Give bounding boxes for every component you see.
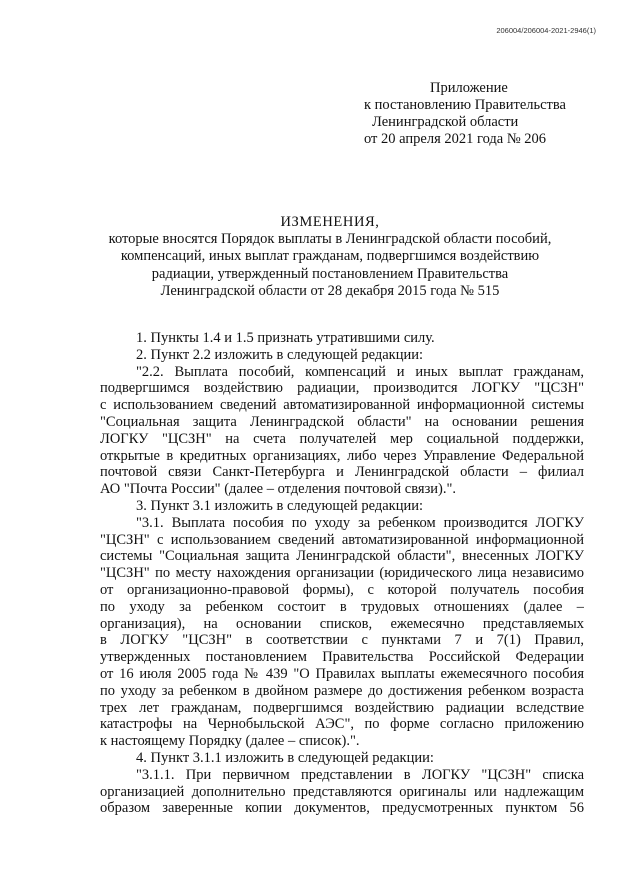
body-line: АО "Почта России" (далее – отделения почтовой связи).". [100, 481, 457, 498]
body-line: открытые в кредитных организациях, либо через Управление Федеральной [100, 447, 584, 464]
body-line: от организационно-правовой формы), с которой получатель пособия [100, 581, 584, 598]
appendix-line-1: Приложение [430, 80, 508, 96]
document-body [100, 330, 584, 817]
document-title [90, 214, 570, 300]
body-line: катастрофы на Чернобыльской АЭС", по форме согласно приложению [100, 716, 584, 733]
appendix-header [364, 80, 566, 148]
title-line-4: Ленинградской области от 28 декабря 2015 года № 515 [160, 282, 500, 299]
document-id: 206004/206004-2021-2946(1) [496, 26, 596, 35]
title-line-2: компенсаций, иных выплат гражданам, подвергшимся воздействию [120, 248, 540, 265]
body-line: "3.1.1. При первичном представлении в ЛОГКУ "ЦСЗН" списка [136, 766, 584, 783]
body-line: 4. Пункт 3.1.1 изложить в следующей редакции: [136, 749, 434, 766]
body-line: почтовой связи Санкт-Петербурга и Ленинградской области – филиал [100, 464, 584, 481]
body-line: подвергшимся воздействию радиации, производится ЛОГКУ "ЦСЗН" [100, 380, 584, 397]
body-line: к настоящему Порядку (далее – список).". [100, 733, 360, 750]
body-line: организацией дополнительно представляются оригиналы или надлежащим [100, 783, 584, 800]
body-line: 2. Пункт 2.2 изложить в следующей редакции: [136, 346, 424, 363]
body-line: в ЛОГКУ "ЦСЗН" в соответствии с пунктами 7 и 7(1) Правил, [100, 632, 584, 649]
title-heading: ИЗМЕНЕНИЯ, [280, 214, 380, 230]
body-line: от 16 июля 2005 года № 439 "О Правилах выплаты ежемесячного пособия [100, 665, 584, 682]
body-line: 1. Пункты 1.4 и 1.5 признать утратившими силу. [136, 330, 435, 346]
body-line: системы "Социальная защита Ленинградской области", внесенных ЛОГКУ [100, 548, 584, 565]
body-line: трех лет гражданам, подвергшимся воздействию радиации вследствие [100, 699, 584, 716]
body-line: "2.2. Выплата пособий, компенсаций и иных выплат гражданам, [136, 363, 584, 380]
body-line: "Социальная защита Ленинградской области" на основании решения [100, 413, 584, 430]
body-line: 3. Пункт 3.1 изложить в следующей редакции: [136, 497, 424, 514]
body-line: "ЦСЗН" с использованием сведений автоматизированной информационной [100, 531, 584, 548]
body-line: по уходу за ребенком в двойном размере до достижения ребенком возраста [100, 682, 584, 699]
appendix-line-4: от 20 апреля 2021 года № 206 [364, 131, 547, 147]
appendix-line-2: к постановлению Правительства [364, 97, 566, 113]
body-line: организация), на основании списков, ежемесячно представляемых [100, 615, 584, 632]
title-line-1: которые вносятся Порядок выплаты в Ленинградской области пособий, [108, 231, 552, 248]
body-line: с использованием сведений автоматизированной информационной системы [100, 397, 584, 414]
body-line: по уходу за ребенком состоит в трудовых отношениях (далее – [100, 598, 584, 615]
body-line: "3.1. Выплата пособия по уходу за ребенком производится ЛОГКУ [136, 514, 584, 531]
body-line: образом заверенные копии документов, предусмотренных пунктом 56 [100, 800, 584, 817]
body-line: утвержденных постановлением Правительства Российской Федерации [100, 649, 584, 666]
appendix-line-3: Ленинградской области [372, 114, 519, 130]
body-line: "ЦСЗН" по месту нахождения организации (юридического лица независимо [100, 565, 584, 582]
title-line-3: радиации, утвержденный постановлением Правительства [151, 265, 509, 282]
body-line: ЛОГКУ "ЦСЗН" на счета получателей мер социальной поддержки, [100, 430, 584, 447]
